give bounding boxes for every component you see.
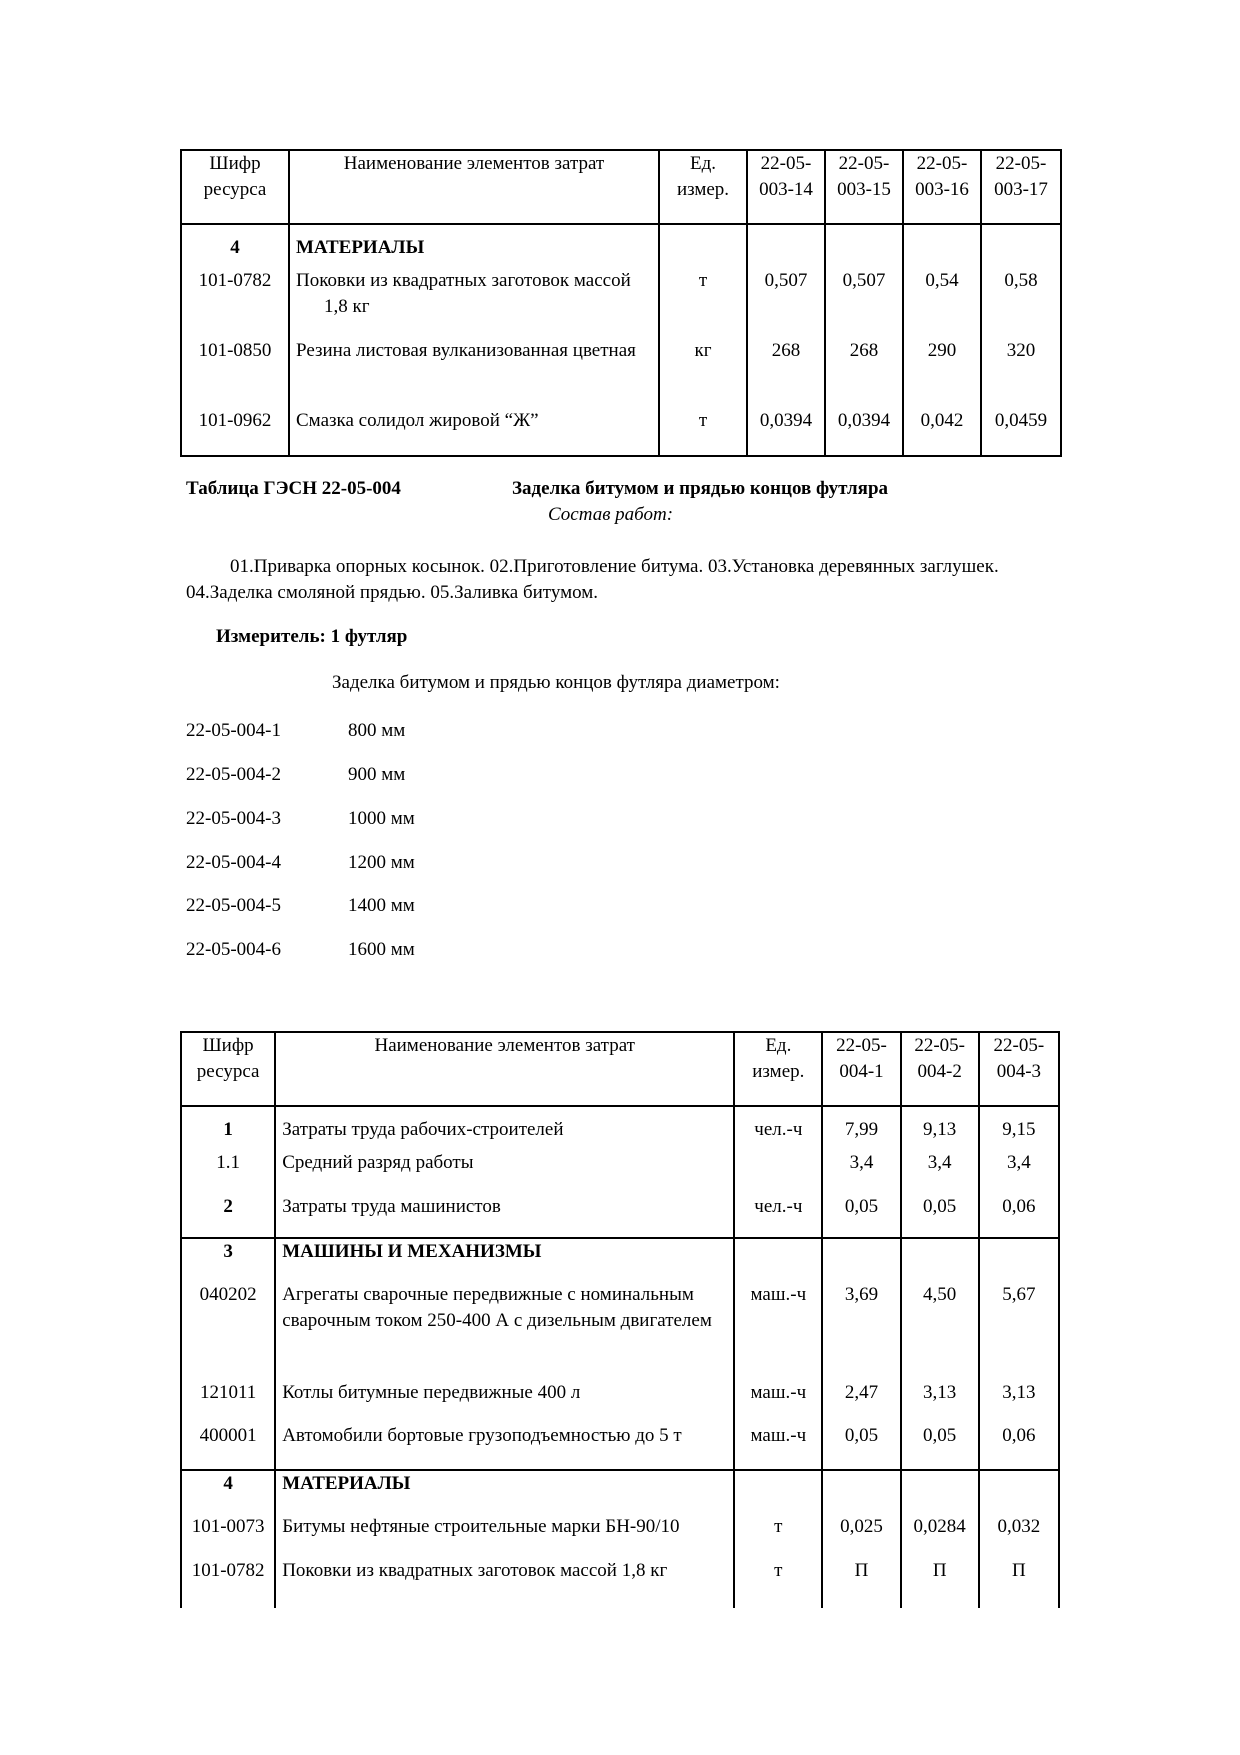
- table-row: [181, 224, 1061, 268]
- col-header-code: Шифр ресурса: [181, 150, 289, 224]
- table-row: [181, 1282, 1059, 1380]
- table-row: [181, 1150, 1059, 1194]
- col-header-code: Шифр ресурса: [181, 1032, 275, 1106]
- col-header-name: Наименование элементов затрат: [275, 1032, 734, 1106]
- unit-cell: маш.-ч: [734, 1423, 822, 1470]
- value-cell: 0,58: [981, 268, 1061, 338]
- value-cell: [979, 1470, 1059, 1514]
- resources-table-003: [180, 149, 1062, 457]
- resource-name-text: Резина листовая вулканизованная цветная: [296, 340, 636, 361]
- item-code: 22-05-004-4: [186, 852, 281, 873]
- resource-code: 101-0073: [181, 1514, 275, 1558]
- value-cell: [747, 224, 825, 268]
- resource-name: Автомобили бортовые грузоподъемностью до 5 т: [275, 1423, 734, 1470]
- unit-cell: [734, 1470, 822, 1514]
- resource-name: Поковки из квадратных заготовок массой 1,8 кг: [275, 1558, 734, 1608]
- value-cell: [901, 1470, 979, 1514]
- col-header-name: Наименование элементов затрат: [289, 150, 659, 224]
- unit-cell: т: [734, 1514, 822, 1558]
- item-code: 22-05-004-6: [186, 939, 281, 960]
- col-header-value: 22-05-004-1: [822, 1032, 900, 1106]
- col-header-value: 22-05-004-2: [901, 1032, 979, 1106]
- value-cell: 320: [981, 338, 1061, 408]
- value-cell: 0,0459: [981, 408, 1061, 456]
- resource-code: 4: [181, 224, 289, 268]
- unit-cell: [734, 1238, 822, 1282]
- value-cell: 3,69: [822, 1282, 900, 1380]
- resource-name: Битумы нефтяные строительные марки БН-90/10: [275, 1514, 734, 1558]
- col-header-value: 22-05-003-14: [747, 150, 825, 224]
- resource-code: 040202: [181, 1282, 275, 1380]
- table-row: [181, 1470, 1059, 1514]
- value-cell: [903, 224, 981, 268]
- resource-code: 101-0962: [181, 408, 289, 456]
- value-cell: 0,507: [825, 268, 903, 338]
- table-row: [181, 1514, 1059, 1558]
- value-cell: 0,06: [979, 1194, 1059, 1238]
- resource-name: Агрегаты сварочные передвижные с номинальным сварочным током 250-400 А с дизельным двигателем: [275, 1282, 734, 1380]
- value-cell: 0,05: [901, 1194, 979, 1238]
- resource-code: 1.1: [181, 1150, 275, 1194]
- resource-code: 121011: [181, 1380, 275, 1423]
- value-cell: П: [979, 1558, 1059, 1608]
- value-cell: 290: [903, 338, 981, 408]
- value-cell: 3,4: [979, 1150, 1059, 1194]
- item-code: 22-05-004-1: [186, 720, 281, 741]
- unit-cell: [734, 1150, 822, 1194]
- value-cell: 3,13: [901, 1380, 979, 1423]
- table-label: Таблица ГЭСН 22-05-004: [186, 478, 401, 499]
- value-cell: 0,05: [901, 1423, 979, 1470]
- table-header: [181, 150, 1061, 224]
- resource-code: 400001: [181, 1423, 275, 1470]
- col-header-unit: Ед. измер.: [734, 1032, 822, 1106]
- value-cell: 0,05: [822, 1194, 900, 1238]
- value-cell: 0,54: [903, 268, 981, 338]
- resource-name: Смазка солидол жировой “Ж”: [289, 408, 659, 456]
- table-header: [181, 1032, 1059, 1106]
- value-cell: [825, 224, 903, 268]
- value-cell: 7,99: [822, 1106, 900, 1150]
- item-code: 22-05-004-3: [186, 808, 281, 829]
- value-cell: 0,042: [903, 408, 981, 456]
- measure-unit: Измеритель: 1 футляр: [216, 626, 408, 647]
- resource-code: 101-0782: [181, 1558, 275, 1608]
- item-size: 1600 мм: [348, 939, 415, 960]
- resource-code: 101-0782: [181, 268, 289, 338]
- col-header-value: 22-05-004-3: [979, 1032, 1059, 1106]
- table-row: [181, 1380, 1059, 1423]
- resource-name: Средний разряд работы: [275, 1150, 734, 1194]
- resource-name: Затраты труда рабочих-строителей: [275, 1106, 734, 1150]
- resource-name: [289, 268, 659, 338]
- value-cell: 9,13: [901, 1106, 979, 1150]
- value-cell: 0,05: [822, 1423, 900, 1470]
- unit-cell: т: [734, 1558, 822, 1608]
- unit-cell: чел.-ч: [734, 1106, 822, 1150]
- resource-code: 3: [181, 1238, 275, 1282]
- unit-cell: маш.-ч: [734, 1282, 822, 1380]
- resources-table-004: [180, 1031, 1060, 1608]
- unit-cell: кг: [659, 338, 747, 408]
- value-cell: [822, 1238, 900, 1282]
- value-cell: 3,4: [901, 1150, 979, 1194]
- unit-cell: чел.-ч: [734, 1194, 822, 1238]
- resource-code: 2: [181, 1194, 275, 1238]
- value-cell: [822, 1470, 900, 1514]
- col-header-value: 22-05-003-16: [903, 150, 981, 224]
- resource-name: МАТЕРИАЛЫ: [275, 1470, 734, 1514]
- works-heading: Состав работ:: [548, 504, 674, 525]
- value-cell: 3,4: [822, 1150, 900, 1194]
- value-cell: 9,15: [979, 1106, 1059, 1150]
- col-header-unit: Ед. измер.: [659, 150, 747, 224]
- value-cell: 0,0394: [825, 408, 903, 456]
- unit-cell: маш.-ч: [734, 1380, 822, 1423]
- value-cell: П: [822, 1558, 900, 1608]
- value-cell: 2,47: [822, 1380, 900, 1423]
- table-row: [181, 1423, 1059, 1470]
- table-row: [181, 1106, 1059, 1150]
- value-cell: 0,0284: [901, 1514, 979, 1558]
- value-cell: 5,67: [979, 1282, 1059, 1380]
- value-cell: 0,0394: [747, 408, 825, 456]
- value-cell: 268: [747, 338, 825, 408]
- resource-code: 1: [181, 1106, 275, 1150]
- value-cell: 3,13: [979, 1380, 1059, 1423]
- table-row: [181, 1238, 1059, 1282]
- items-intro: Заделка битумом и прядью концов футляра диаметром:: [332, 672, 780, 693]
- value-cell: П: [901, 1558, 979, 1608]
- works-description: 01.Приварка опорных косынок. 02.Приготовление битума. 03.Установка деревянных заглушек. 04.Заделка смоляной прядью. 05.Заливка битумом.: [186, 556, 999, 603]
- item-code: 22-05-004-2: [186, 764, 281, 785]
- value-cell: 0,507: [747, 268, 825, 338]
- col-header-value: 22-05-003-17: [981, 150, 1061, 224]
- value-cell: 4,50: [901, 1282, 979, 1380]
- resource-code: 101-0850: [181, 338, 289, 408]
- resource-name: МАШИНЫ И МЕХАНИЗМЫ: [275, 1238, 734, 1282]
- value-cell: 0,025: [822, 1514, 900, 1558]
- table-row: [181, 268, 1061, 338]
- item-size: 1000 мм: [348, 808, 415, 829]
- value-cell: [981, 224, 1061, 268]
- value-cell: 0,032: [979, 1514, 1059, 1558]
- table-row: [181, 1558, 1059, 1608]
- col-header-value: 22-05-003-15: [825, 150, 903, 224]
- item-size: 1400 мм: [348, 895, 415, 916]
- value-cell: [901, 1238, 979, 1282]
- value-cell: [979, 1238, 1059, 1282]
- table-row: [181, 1194, 1059, 1238]
- value-cell: 0,06: [979, 1423, 1059, 1470]
- item-size: 1200 мм: [348, 852, 415, 873]
- unit-cell: т: [659, 268, 747, 338]
- resource-name: Затраты труда машинистов: [275, 1194, 734, 1238]
- table-row: [181, 408, 1061, 456]
- unit-cell: т: [659, 408, 747, 456]
- resource-name: Котлы битумные передвижные 400 л: [275, 1380, 734, 1423]
- unit-cell: [659, 224, 747, 268]
- item-code: 22-05-004-5: [186, 895, 281, 916]
- resource-name-text: Поковки из квадратных заготовок массой 1,8 кг: [296, 270, 631, 317]
- resource-name: [289, 338, 659, 408]
- resource-code: 4: [181, 1470, 275, 1514]
- table-row: [181, 338, 1061, 408]
- item-size: 800 мм: [348, 720, 406, 741]
- section-title: Заделка битумом и прядью концов футляра: [512, 478, 889, 499]
- value-cell: 268: [825, 338, 903, 408]
- item-size: 900 мм: [348, 764, 406, 785]
- resource-name: МАТЕРИАЛЫ: [289, 224, 659, 268]
